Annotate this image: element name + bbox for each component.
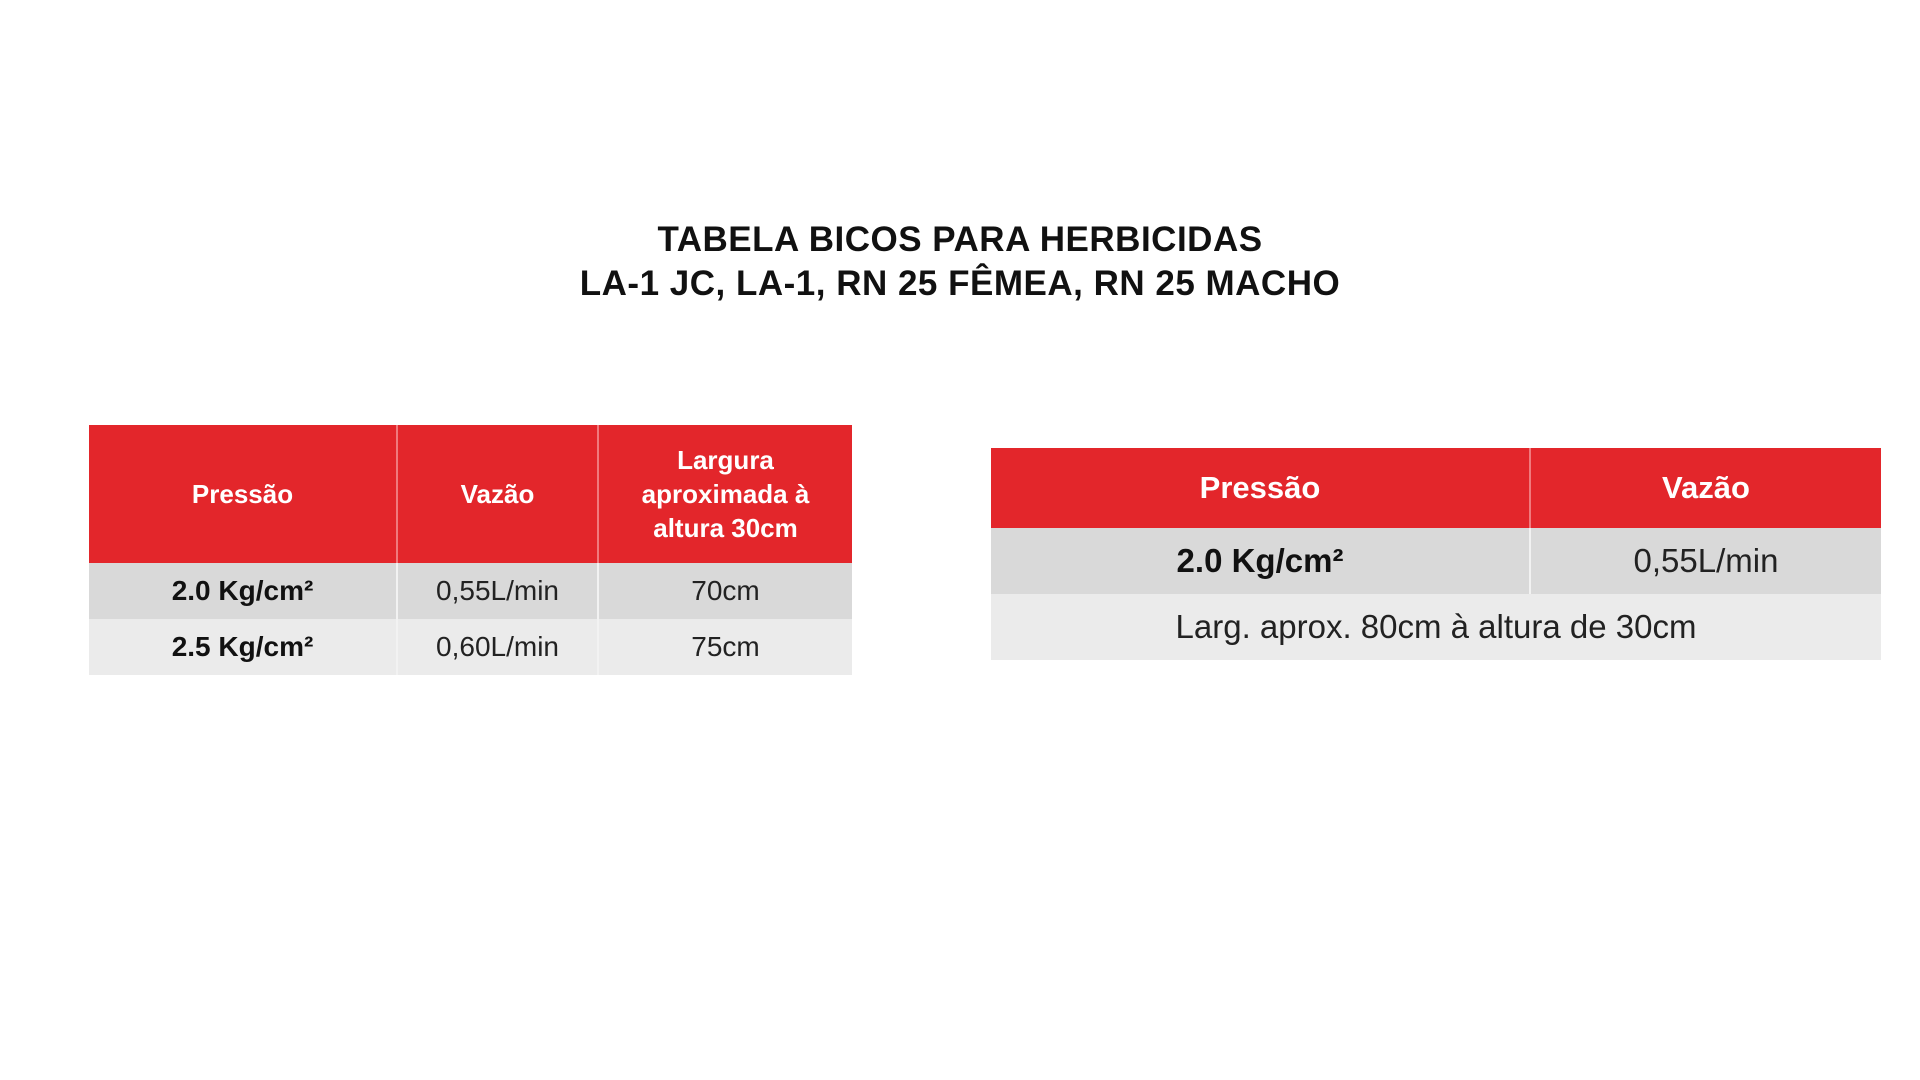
table-row: [89, 563, 852, 619]
cell-vazao: 0,55L/min: [397, 563, 598, 619]
header-largura: Largura aproximada à altura 30cm: [598, 425, 852, 563]
cell-pressao: 2.0 Kg/cm²: [991, 528, 1530, 594]
table-header-row: [991, 448, 1881, 528]
header-pressao: Pressão: [991, 448, 1530, 528]
cell-vazao: 0,55L/min: [1530, 528, 1881, 594]
width-note: Larg. aprox. 80cm à altura de 30cm: [991, 594, 1881, 660]
table-row: [89, 619, 852, 675]
cell-pressao: 2.5 Kg/cm²: [89, 619, 397, 675]
cell-pressao: 2.0 Kg/cm²: [89, 563, 397, 619]
header-vazao: Vazão: [1530, 448, 1881, 528]
header-vazao: Vazão: [397, 425, 598, 563]
nozzle-table-left: [89, 425, 852, 675]
table-header-row: [89, 425, 852, 563]
table-note-row: [991, 594, 1881, 660]
table-row: [991, 528, 1881, 594]
title-line-1: TABELA BICOS PARA HERBICIDAS: [657, 220, 1263, 259]
nozzle-table-right: [991, 448, 1881, 660]
cell-largura: 70cm: [598, 563, 852, 619]
header-pressao: Pressão: [89, 425, 397, 563]
cell-largura: 75cm: [598, 619, 852, 675]
page-title: [0, 218, 1920, 306]
title-line-2: LA-1 JC, LA-1, RN 25 FÊMEA, RN 25 MACHO: [579, 264, 1341, 303]
cell-vazao: 0,60L/min: [397, 619, 598, 675]
